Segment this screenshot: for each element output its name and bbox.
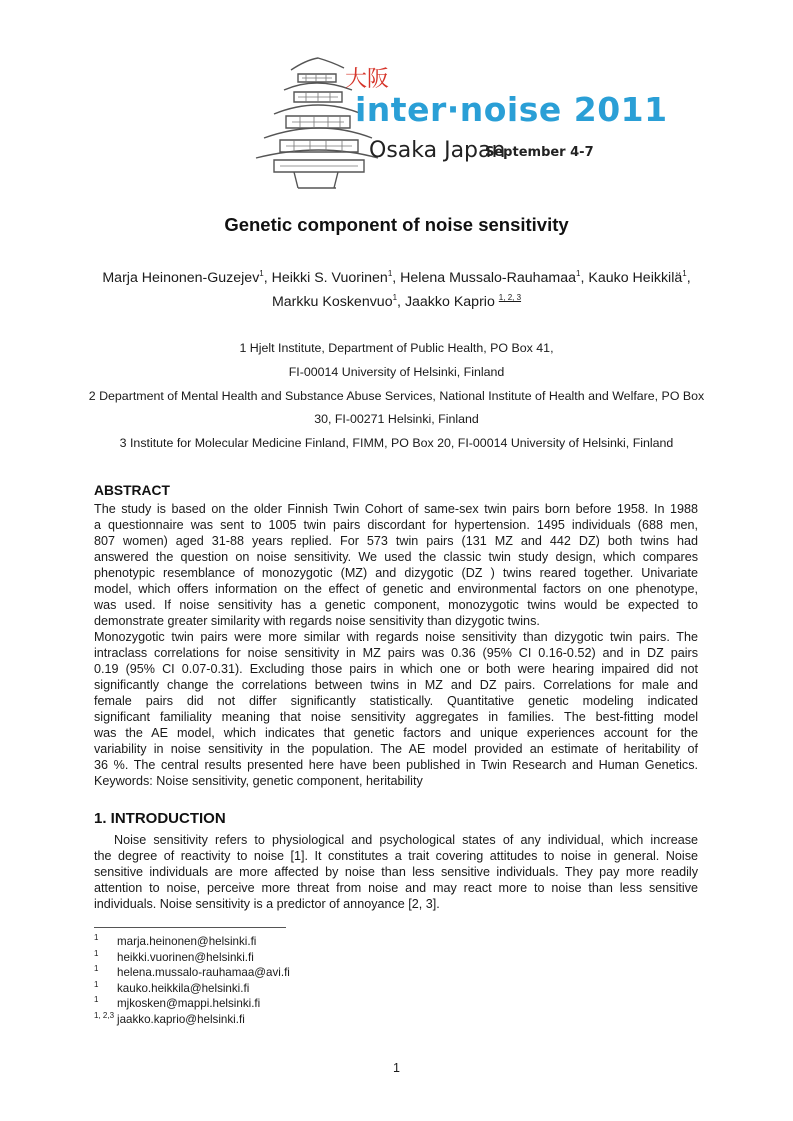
- abstract-line: variability in noise sensitivity in the population. The AE model provided an estimate of heritability of: [94, 742, 698, 756]
- footnote-email[interactable]: helena.mussalo-rauhamaa@avi.fi: [117, 966, 290, 979]
- footnote-email[interactable]: kauko.heikkila@helsinki.fi: [117, 981, 250, 995]
- abstract-body: [94, 501, 698, 789]
- affiliation-line: 3 Institute for Molecular Medicine Finland, FIMM, PO Box 20, FI-00014 University of Helsinki, Finland: [119, 436, 674, 450]
- logo-dates: September 4-7: [485, 145, 594, 160]
- author-name: Marja Heinonen-Guzejev: [102, 270, 260, 286]
- abstract-line: answered the question on noise sensitivity. We used the classic twin study design, which compares: [94, 550, 698, 564]
- affiliation-line: 1 Hjelt Institute, Department of Public Health, PO Box 41,: [239, 341, 554, 355]
- introduction-line: Noise sensitivity refers to physiological and psychological states of any individual, which increase: [114, 833, 698, 847]
- author-name: Helena Mussalo-Rauhamaa: [400, 270, 577, 286]
- author-line-1: Marja Heinonen-Guzejev$^1$, Heikki S. Vuorinen$^1$, Helena Mussalo-Rauhamaa$^1$, Kauko Heikkilä$^1$,: [102, 269, 691, 286]
- footnote-item: 1 mjkosken@mappi.helsinki.fi: [94, 995, 261, 1010]
- author-affiliation-sup: 1, 2, 3: [498, 293, 522, 302]
- footnote-email[interactable]: marja.heinonen@helsinki.fi: [117, 935, 257, 948]
- abstract-line: was used. If noise sensitivity has a genetic component, monozygotic twins would be expected to: [94, 598, 698, 612]
- logo-conference-name: inter·noise 2011: [355, 90, 668, 129]
- abstract-line: a questionnaire was sent to 1005 twin pairs discordant for hypertension. 1495 individuals (688 men,: [94, 518, 698, 532]
- author-name: Jaakko Kaprio: [404, 294, 495, 310]
- author-affiliation-sup: 1: [392, 293, 398, 302]
- abstract-line: 0.19 (95% CI 0.07-0.31). Excluding those pairs in which one or both were hearing impaired did not: [94, 662, 698, 676]
- paper-title: Genetic component of noise sensitivity: [224, 214, 569, 235]
- footnote-item: 1 helena.mussalo-rauhamaa@avi.fi: [94, 964, 290, 979]
- author-affiliation-sup: 1: [387, 269, 393, 278]
- abstract-line: demonstrate greater similarity with regards noise sensitivity than dizygotic twins.: [94, 614, 540, 628]
- footnote-email[interactable]: jaakko.kaprio@helsinki.fi: [117, 1012, 245, 1026]
- logo-city: Osaka Japan: [369, 138, 506, 163]
- page-number: 1: [393, 1061, 400, 1075]
- introduction-line: sensitive individuals are more affected by noise than less sensitive individuals. They pay more readily: [94, 865, 698, 879]
- abstract-heading: ABSTRACT: [94, 483, 170, 498]
- footnote-email[interactable]: heikki.vuorinen@helsinki.fi: [117, 950, 254, 964]
- abstract-line: Monozygotic twin pairs were more similar with regards noise sensitivity than dizygotic twin pairs. The: [94, 630, 698, 644]
- footnote-list: [94, 934, 290, 1027]
- introduction-line: attention to noise, perceive more threat from noise and may react more to noise than less sensitive: [94, 881, 698, 895]
- footnote-item: 1 kauko.heikkila@helsinki.fi: [94, 979, 250, 995]
- author-name: Heikki S. Vuorinen: [271, 270, 388, 286]
- abstract-line: 807 women) aged 31-88 years replied. For 573 twin pairs (131 MZ and 442 DZ) both twins had: [94, 534, 698, 548]
- introduction-line: the degree of reactivity to noise [1]. It constitutes a trait covering attitudes to noise in general. Noise: [94, 849, 698, 863]
- author-line-2: Markku Koskenvuo$^1$, Jaakko Kaprio $^{1, 2, 3}$: [271, 293, 522, 310]
- introduction-body: [94, 832, 698, 912]
- author-affiliation-sup: 1: [682, 269, 687, 278]
- abstract-line: model, which offers information on the effect of genetic and environmental factors on one phenotype,: [94, 582, 698, 596]
- footnote-item: 1 heikki.vuorinen@helsinki.fi: [94, 948, 254, 964]
- affiliation-line: FI-00014 University of Helsinki, Finland: [288, 365, 505, 379]
- author-name: Kauko Heikkilä: [588, 270, 683, 286]
- footnote-separator: [94, 927, 286, 928]
- introduction-heading: 1. INTRODUCTION: [94, 810, 226, 827]
- abstract-line: significantly change the correlations between twins in MZ and DZ pairs. Correlations for male and: [94, 678, 698, 692]
- abstract-line: significant familiality meaning that noise sensitivity aggregates in families. The best-fitting model: [94, 710, 698, 724]
- keywords-line: Keywords: Noise sensitivity, genetic component, heritability: [94, 774, 423, 788]
- abstract-line: 36 %. The central results presented here have been published in Twin Research and Human Genetics.: [94, 758, 698, 772]
- author-list: [60, 266, 733, 314]
- abstract-line: intraclass correlations for noise sensitivity in MZ pairs was 0.36 (95% CI 0.16-0.52) and in DZ pairs: [94, 646, 698, 660]
- author-name: Markku Koskenvuo: [271, 294, 393, 310]
- logo-kanji: 大阪: [345, 67, 390, 92]
- abstract-line: was the AE model, which indicates that genetic factors and unique experiences account for the: [94, 726, 698, 740]
- footnote-item: 1, 2,3 jaakko.kaprio@helsinki.fi: [94, 1010, 245, 1026]
- affiliation-line: 30, FI-00271 Helsinki, Finland: [314, 412, 479, 426]
- footnote-email[interactable]: mjkosken@mappi.helsinki.fi: [117, 997, 261, 1010]
- author-affiliation-sup: 1: [576, 269, 581, 278]
- introduction-line: individuals. Noise sensitivity is a predictor of annoyance [2, 3].: [94, 897, 440, 911]
- affiliation-line: 2 Department of Mental Health and Substance Abuse Services, National Institute of Health and Welfare, PO Box: [88, 389, 705, 403]
- author-affiliation-sup: 1: [259, 269, 264, 278]
- footnote-item: 1 marja.heinonen@helsinki.fi: [94, 933, 257, 948]
- abstract-line: phenotypic resemblance of monozygotic (MZ) and dizygotic (DZ ) twins reared together. Univariate: [94, 566, 698, 580]
- abstract-line: The study is based on the older Finnish Twin Cohort of same-sex twin pairs born before 1958. In 1988: [94, 502, 698, 516]
- abstract-line: female pairs did not differ significantly statistically. Quantitative genetic modeling indicated: [94, 694, 698, 708]
